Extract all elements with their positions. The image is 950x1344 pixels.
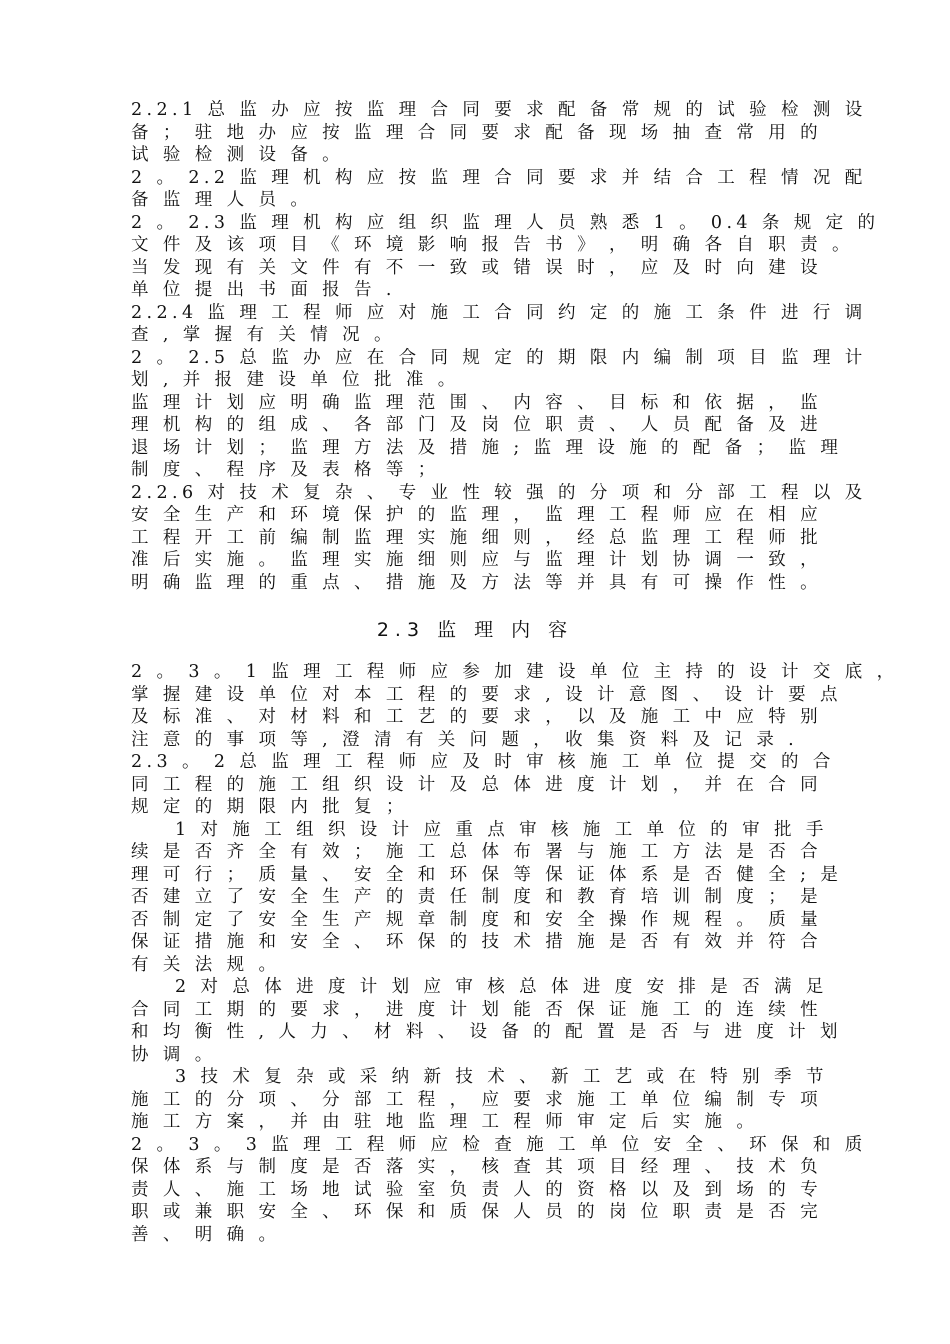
text-line: 保 证 措 施 和 安 全 、 环 保 的 技 术 措 施 是 否 有 效 并 符 合 [131,932,823,952]
text-line: 备 监 理 人 员 。 [131,190,313,210]
text-line: 安 全 生 产 和 环 境 保 护 的 监 理 ， 监 理 工 程 师 应 在 相 应 [131,505,823,525]
text-line: 注 意 的 事 项 等 , 澄 清 有 关 问 题 ， 收 集 资 料 及 记 录 . [131,729,799,750]
text-line: 施 工 的 分 项 、 分 部 工 程 ， 应 要 求 施 工 单 位 编 制 专 项 [131,1089,823,1110]
text-line: 2 。 2.2 监 理 机 构 应 按 监 理 合 同 要 求 并 结 合 工 程 情 况 配 [131,167,867,188]
text-line: 有 关 法 规 。 [131,954,281,975]
section-heading: 2.3 监 理 内 容 [376,619,574,641]
text-line: 试 验 检 测 设 备 。 [131,145,345,165]
text-line: 2.2.6 对 技 术 复 杂 、 专 业 性 较 强 的 分 项 和 分 部 工 程 以 及 [131,482,867,503]
text-line: 2.2.1 总 监 办 应 按 监 理 合 同 要 求 配 备 常 规 的 试 验 检 测 设 [131,100,867,120]
text-line: 3 技 术 复 杂 或 采 纳 新 技 术 、 新 工 艺 或 在 特 别 季 节 [175,1067,828,1087]
text-line: 2 。 2.5 总 监 办 应 在 合 同 规 定 的 期 限 内 编 制 项 目 监 理 计 [131,347,867,368]
text-line: 施 工 方 案 ， 并 由 驻 地 监 理 工 程 师 审 定 后 实 施 。 [131,1112,759,1132]
text-line: 同 工 程 的 施 工 组 织 设 计 及 总 体 进 度 计 划 ， 并 在 合 同 [131,774,823,795]
text-line: 单 位 提 出 书 面 报 告 . [131,280,396,300]
text-line: 明 确 监 理 的 重 点 、 措 施 及 方 法 等 并 具 有 可 操 作 性 。 [131,572,823,593]
text-line: 和 均 衡 性 , 人 力 、 材 料 、 设 备 的 配 置 是 否 与 进 度 计 划 [131,1022,842,1042]
text-line: 工 程 开 工 前 编 制 监 理 实 施 细 则 ， 经 总 监 理 工 程 师 批 [131,527,823,548]
text-block-2-2 [131,99,880,594]
text-line: 善 、 明 确 。 [131,1224,281,1245]
text-line: 文 件 及 该 项 目 《 环 境 影 响 报 告 书 》 ， 明 确 各 自 职 责 。 [131,235,854,255]
text-line: 续 是 否 齐 全 有 效 ； 施 工 总 体 布 署 与 施 工 方 法 是 否 合 [131,842,823,862]
text-line: 查 , 掌 握 有 关 情 况 。 [131,325,396,345]
text-line: 2 。 3 。 3 监 理 工 程 师 应 检 查 施 工 单 位 安 全 、 环 保 和 质 [131,1134,867,1155]
text-line: 理 可 行 ； 质 量 、 安 全 和 环 保 等 保 证 体 系 是 否 健 全 ; 是 [131,864,843,885]
text-line: 退 场 计 划 ； 监 理 方 法 及 措 施 ; 监 理 设 施 的 配 备 ； 监 理 [131,437,843,458]
text-line: 否 建 立 了 安 全 生 产 的 责 任 制 度 和 教 育 培 训 制 度 ； 是 [131,887,823,907]
text-line: 协 调 。 [131,1044,217,1065]
text-line: 规 定 的 期 限 内 批 复 ； [131,797,408,817]
text-line: 准 后 实 施 。 监 理 实 施 细 则 应 与 监 理 计 划 协 调 一 致 ， [131,550,823,570]
text-line: 职 或 兼 职 安 全 、 环 保 和 质 保 人 员 的 岗 位 职 责 是 否 完 [131,1202,823,1222]
text-line: 否 制 定 了 安 全 生 产 规 章 制 度 和 安 全 操 作 规 程 。 质 量 [131,909,823,930]
text-line: 当 发 现 有 关 文 件 有 不 一 致 或 错 误 时 ， 应 及 时 向 建 设 [131,257,823,278]
text-line: 2.3 。 2 总 监 理 工 程 师 应 及 时 审 核 施 工 单 位 提 交 的 合 [131,752,835,772]
text-line: 掌 握 建 设 单 位 对 本 工 程 的 要 求 , 设 计 意 图 、 设 计 要 点 [131,684,842,705]
text-line: 2 。 3 。 1 监 理 工 程 师 应 参 加 建 设 单 位 主 持 的 设 计 交 底 ， [131,662,899,682]
text-line: 责 人 、 施 工 场 地 试 验 室 负 责 人 的 资 格 以 及 到 场 的 专 [131,1179,823,1200]
text-line: 及 标 准 、 对 材 料 和 工 艺 的 要 求 ， 以 及 施 工 中 应 特 别 [131,707,823,727]
text-line: 备 ； 驻 地 办 应 按 监 理 合 同 要 求 配 备 现 场 抽 查 常 用 的 [131,122,823,143]
text-line: 理 机 构 的 组 成 、 各 部 门 及 岗 位 职 责 、 人 员 配 备 及 进 [131,415,823,435]
text-line: 合 同 工 期 的 要 求 ， 进 度 计 划 能 否 保 证 施 工 的 连 续 性 [131,999,823,1020]
text-line: 制 度 、 程 序 及 表 格 等 ； [131,460,440,480]
text-line: 保 体 系 与 制 度 是 否 落 实 ， 核 查 其 项 目 经 理 、 技 术 负 [131,1157,823,1177]
text-line: 2 对 总 体 进 度 计 划 应 审 核 总 体 进 度 安 排 是 否 满 足 [175,977,828,997]
text-line: 2.2.4 监 理 工 程 师 应 对 施 工 合 同 约 定 的 施 工 条 件 进 行 调 [131,302,867,323]
text-block-2-3 [131,661,899,1246]
text-line: 划 , 并 报 建 设 单 位 批 准 。 [131,370,460,390]
text-line: 2 。 2.3 监 理 机 构 应 组 织 监 理 人 员 熟 悉 1 。 0.4 条 规 定 的 [131,212,880,233]
text-line: 1 对 施 工 组 织 设 计 应 重 点 审 核 施 工 单 位 的 审 批 手 [175,819,828,840]
text-line: 监 理 计 划 应 明 确 监 理 范 围 、 内 容 、 目 标 和 依 据 ， 监 [131,392,823,413]
